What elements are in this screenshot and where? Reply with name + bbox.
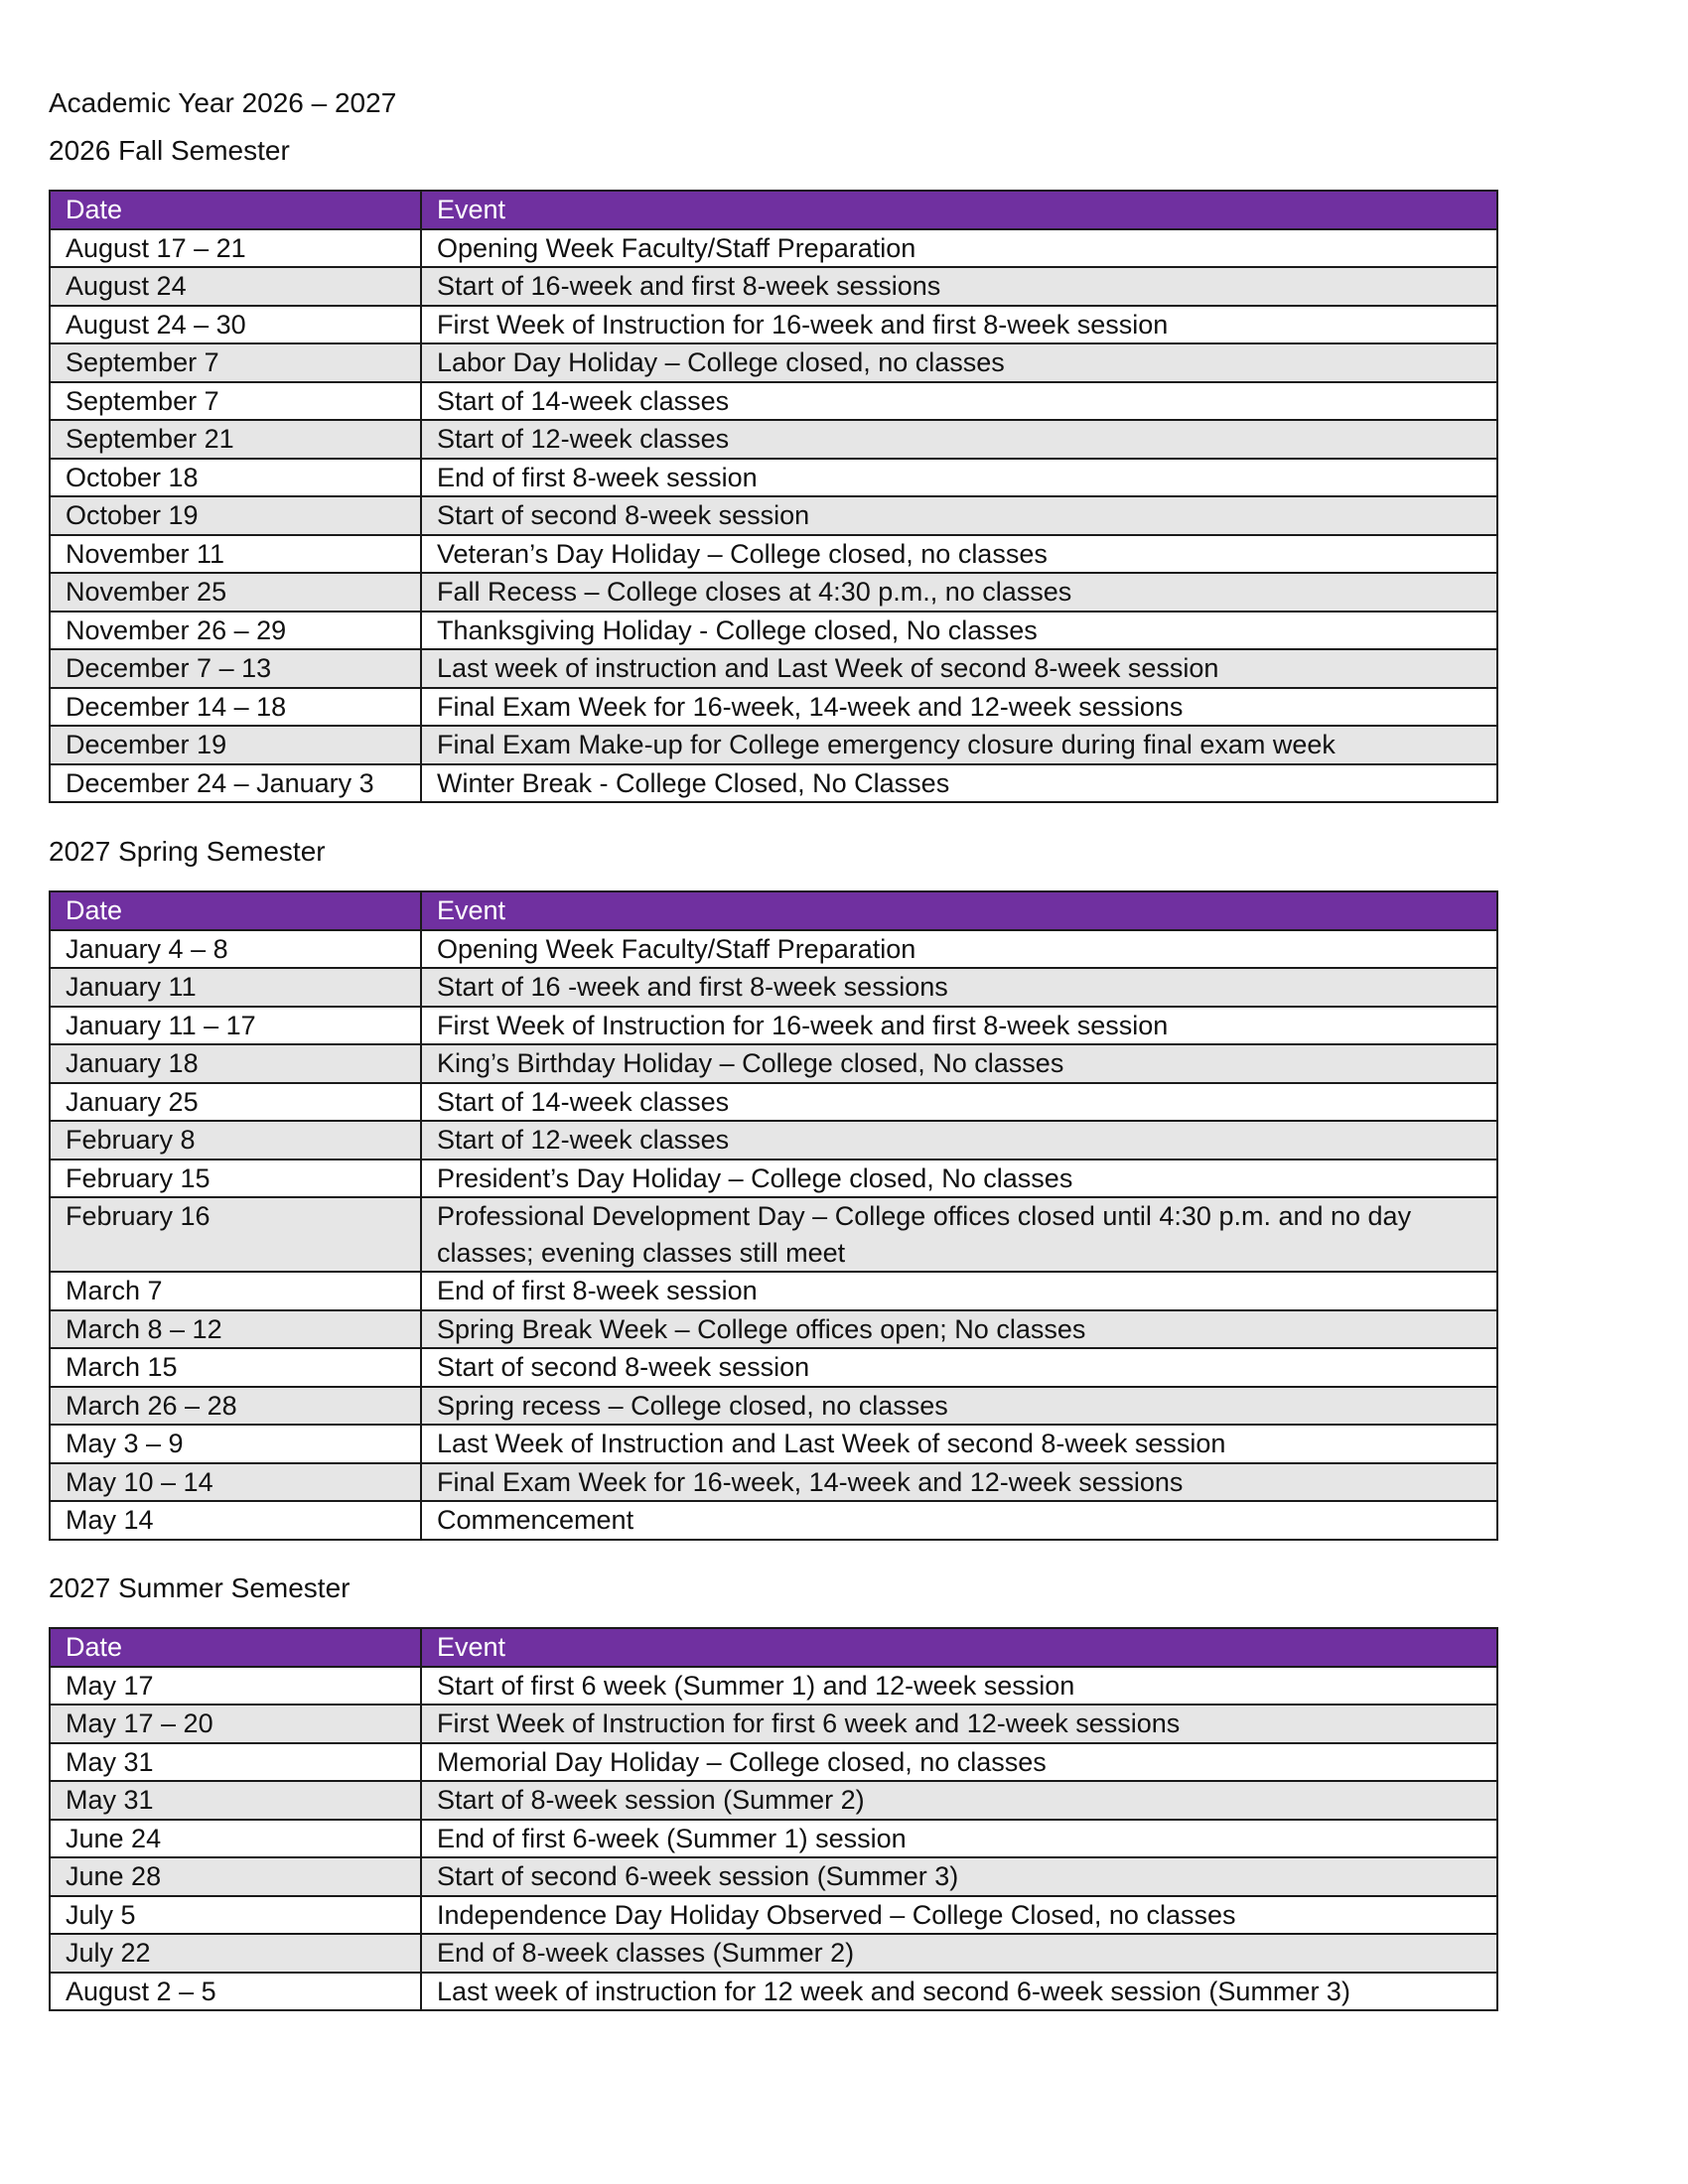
table-row bbox=[50, 535, 1497, 574]
date-cell: May 14 bbox=[50, 1501, 421, 1540]
event-cell: Professional Development Day – College offices closed until 4:30 p.m. and no day classes; evening classes still meet bbox=[421, 1197, 1497, 1272]
event-cell: End of first 8-week session bbox=[421, 1272, 1497, 1310]
event-column-header: Event bbox=[421, 1628, 1497, 1667]
event-cell: Start of 14-week classes bbox=[421, 1083, 1497, 1122]
date-cell: May 10 – 14 bbox=[50, 1463, 421, 1502]
event-column-header: Event bbox=[421, 191, 1497, 229]
table-row bbox=[50, 229, 1497, 268]
date-cell: December 14 – 18 bbox=[50, 688, 421, 727]
date-cell: October 19 bbox=[50, 496, 421, 535]
event-cell: Start of first 6 week (Summer 1) and 12-week session bbox=[421, 1667, 1497, 1706]
event-cell: Spring recess – College closed, no classes bbox=[421, 1387, 1497, 1426]
table-row bbox=[50, 1463, 1497, 1502]
date-cell: January 18 bbox=[50, 1044, 421, 1083]
date-cell: March 15 bbox=[50, 1348, 421, 1387]
table-row bbox=[50, 968, 1497, 1007]
table-row bbox=[50, 1348, 1497, 1387]
event-cell: Start of 12-week classes bbox=[421, 420, 1497, 459]
event-cell: Winter Break - College Closed, No Classes bbox=[421, 764, 1497, 803]
event-cell: Spring Break Week – College offices open; No classes bbox=[421, 1310, 1497, 1349]
document-title: Academic Year 2026 – 2027 bbox=[49, 87, 397, 118]
table-header-row bbox=[50, 891, 1497, 930]
event-cell: Last week of instruction for 12 week and second 6-week session (Summer 3) bbox=[421, 1973, 1497, 2011]
date-cell: May 17 bbox=[50, 1667, 421, 1706]
table-row bbox=[50, 1857, 1497, 1896]
event-cell: First Week of Instruction for first 6 week and 12-week sessions bbox=[421, 1705, 1497, 1743]
date-cell: August 24 bbox=[50, 267, 421, 306]
date-column-header: Date bbox=[50, 191, 421, 229]
event-cell: Fall Recess – College closes at 4:30 p.m., no classes bbox=[421, 573, 1497, 612]
summer-semester-table bbox=[49, 1627, 1498, 2011]
table-row bbox=[50, 1160, 1497, 1198]
event-cell: King’s Birthday Holiday – College closed, No classes bbox=[421, 1044, 1497, 1083]
table-row bbox=[50, 1044, 1497, 1083]
date-cell: January 11 – 17 bbox=[50, 1007, 421, 1045]
table-row bbox=[50, 343, 1497, 382]
date-cell: January 25 bbox=[50, 1083, 421, 1122]
event-cell: Start of 8-week session (Summer 2) bbox=[421, 1781, 1497, 1820]
date-cell: January 11 bbox=[50, 968, 421, 1007]
date-cell: September 7 bbox=[50, 343, 421, 382]
table-row bbox=[50, 764, 1497, 803]
event-cell: End of first 8-week session bbox=[421, 459, 1497, 497]
table-row bbox=[50, 1743, 1497, 1782]
fall-semester-table bbox=[49, 190, 1498, 803]
table-row bbox=[50, 1007, 1497, 1045]
event-cell: Commencement bbox=[421, 1501, 1497, 1540]
event-cell: Last Week of Instruction and Last Week of second 8-week session bbox=[421, 1425, 1497, 1463]
date-cell: March 8 – 12 bbox=[50, 1310, 421, 1349]
event-cell: Start of second 6-week session (Summer 3) bbox=[421, 1857, 1497, 1896]
date-cell: August 17 – 21 bbox=[50, 229, 421, 268]
event-cell: Final Exam Week for 16-week, 14-week and 12-week sessions bbox=[421, 1463, 1497, 1502]
event-cell: Start of 12-week classes bbox=[421, 1121, 1497, 1160]
event-cell: First Week of Instruction for 16-week and first 8-week session bbox=[421, 306, 1497, 344]
date-cell: February 16 bbox=[50, 1197, 421, 1272]
table-row bbox=[50, 1667, 1497, 1706]
event-cell: Start of 16-week and first 8-week sessions bbox=[421, 267, 1497, 306]
event-cell: Labor Day Holiday – College closed, no classes bbox=[421, 343, 1497, 382]
date-cell: December 24 – January 3 bbox=[50, 764, 421, 803]
date-cell: May 3 – 9 bbox=[50, 1425, 421, 1463]
table-row bbox=[50, 1781, 1497, 1820]
spring-semester-title: 2027 Spring Semester bbox=[49, 836, 326, 867]
event-cell: Last week of instruction and Last Week of second 8-week session bbox=[421, 649, 1497, 688]
table-row bbox=[50, 1425, 1497, 1463]
fall-semester-title: 2026 Fall Semester bbox=[49, 135, 290, 166]
table-row bbox=[50, 573, 1497, 612]
table-row bbox=[50, 1705, 1497, 1743]
event-cell: Veteran’s Day Holiday – College closed, no classes bbox=[421, 535, 1497, 574]
table-row bbox=[50, 1973, 1497, 2011]
date-cell: October 18 bbox=[50, 459, 421, 497]
event-cell: End of 8-week classes (Summer 2) bbox=[421, 1934, 1497, 1973]
event-cell: Thanksgiving Holiday - College closed, No classes bbox=[421, 612, 1497, 650]
event-column-header: Event bbox=[421, 891, 1497, 930]
table-row bbox=[50, 1820, 1497, 1858]
table-row bbox=[50, 1083, 1497, 1122]
date-cell: May 17 – 20 bbox=[50, 1705, 421, 1743]
date-cell: August 2 – 5 bbox=[50, 1973, 421, 2011]
date-cell: December 7 – 13 bbox=[50, 649, 421, 688]
table-row bbox=[50, 496, 1497, 535]
date-cell: May 31 bbox=[50, 1781, 421, 1820]
table-row bbox=[50, 1121, 1497, 1160]
table-row bbox=[50, 1896, 1497, 1935]
table-row bbox=[50, 688, 1497, 727]
date-cell: November 25 bbox=[50, 573, 421, 612]
event-cell: Independence Day Holiday Observed – College Closed, no classes bbox=[421, 1896, 1497, 1935]
event-cell: Opening Week Faculty/Staff Preparation bbox=[421, 930, 1497, 969]
event-cell: Start of 14-week classes bbox=[421, 382, 1497, 421]
event-cell: Opening Week Faculty/Staff Preparation bbox=[421, 229, 1497, 268]
table-row bbox=[50, 649, 1497, 688]
date-cell: July 22 bbox=[50, 1934, 421, 1973]
table-row bbox=[50, 726, 1497, 764]
date-cell: November 26 – 29 bbox=[50, 612, 421, 650]
event-cell: Start of 16 -week and first 8-week sessions bbox=[421, 968, 1497, 1007]
date-cell: September 21 bbox=[50, 420, 421, 459]
table-row bbox=[50, 306, 1497, 344]
summer-semester-title: 2027 Summer Semester bbox=[49, 1572, 351, 1603]
table-row bbox=[50, 267, 1497, 306]
date-cell: February 8 bbox=[50, 1121, 421, 1160]
table-row bbox=[50, 1197, 1497, 1272]
table-row bbox=[50, 459, 1497, 497]
date-cell: November 11 bbox=[50, 535, 421, 574]
date-cell: June 28 bbox=[50, 1857, 421, 1896]
date-column-header: Date bbox=[50, 891, 421, 930]
date-cell: July 5 bbox=[50, 1896, 421, 1935]
date-cell: March 7 bbox=[50, 1272, 421, 1310]
event-cell: Final Exam Week for 16-week, 14-week and 12-week sessions bbox=[421, 688, 1497, 727]
event-cell: President’s Day Holiday – College closed, No classes bbox=[421, 1160, 1497, 1198]
event-cell: Start of second 8-week session bbox=[421, 1348, 1497, 1387]
table-row bbox=[50, 1501, 1497, 1540]
table-row bbox=[50, 930, 1497, 969]
event-cell: Memorial Day Holiday – College closed, no classes bbox=[421, 1743, 1497, 1782]
date-cell: June 24 bbox=[50, 1820, 421, 1858]
event-cell: Final Exam Make-up for College emergency closure during final exam week bbox=[421, 726, 1497, 764]
event-cell: End of first 6-week (Summer 1) session bbox=[421, 1820, 1497, 1858]
table-row bbox=[50, 420, 1497, 459]
table-row bbox=[50, 1934, 1497, 1973]
date-cell: March 26 – 28 bbox=[50, 1387, 421, 1426]
table-row bbox=[50, 1272, 1497, 1310]
table-row bbox=[50, 382, 1497, 421]
table-row bbox=[50, 1310, 1497, 1349]
date-cell: May 31 bbox=[50, 1743, 421, 1782]
table-header-row bbox=[50, 191, 1497, 229]
event-cell: Start of second 8-week session bbox=[421, 496, 1497, 535]
spring-semester-table bbox=[49, 890, 1498, 1541]
date-cell: September 7 bbox=[50, 382, 421, 421]
date-cell: February 15 bbox=[50, 1160, 421, 1198]
date-cell: January 4 – 8 bbox=[50, 930, 421, 969]
date-cell: August 24 – 30 bbox=[50, 306, 421, 344]
table-row bbox=[50, 1387, 1497, 1426]
date-column-header: Date bbox=[50, 1628, 421, 1667]
event-cell: First Week of Instruction for 16-week and first 8-week session bbox=[421, 1007, 1497, 1045]
table-row bbox=[50, 612, 1497, 650]
date-cell: December 19 bbox=[50, 726, 421, 764]
table-header-row bbox=[50, 1628, 1497, 1667]
